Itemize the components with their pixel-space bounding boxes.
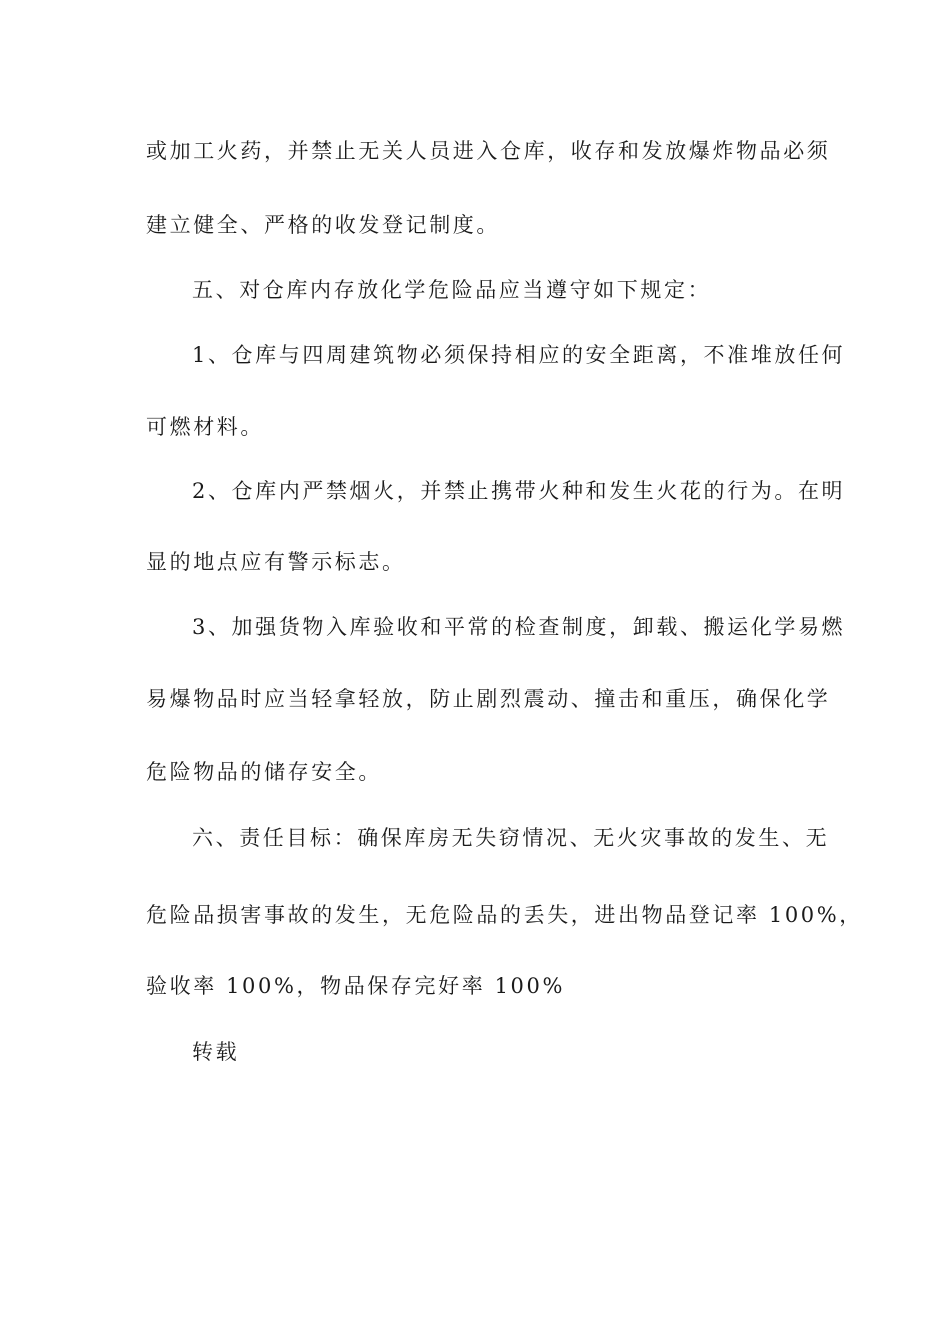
paragraph-line: 或加工火药，并禁止无关人员进入仓库，收存和发放爆炸物品必须 — [146, 139, 831, 163]
list-item-line: 危险物品的储存安全。 — [146, 760, 382, 784]
paragraph-line: 危险品损害事故的发生，无危险品的丢失，进出物品登记率 100%， — [146, 903, 863, 927]
paragraph-line: 验收率 100%，物品保存完好率 100% — [146, 974, 566, 998]
list-item-line: 3、加强货物入库验收和平常的检查制度，卸载、搬运化学易燃 — [192, 615, 846, 639]
section-heading: 六、责任目标：确保库房无失窃情况、无火灾事故的发生、无 — [192, 826, 830, 850]
footer-note: 转载 — [192, 1040, 240, 1064]
paragraph-line: 建立健全、严格的收发登记制度。 — [146, 213, 500, 237]
list-item-line: 2、仓库内严禁烟火，并禁止携带火种和发生火花的行为。在明 — [192, 479, 846, 503]
section-heading: 五、对仓库内存放化学危险品应当遵守如下规定： — [192, 278, 712, 302]
list-item-line: 易爆物品时应当轻拿轻放，防止剧烈震动、撞击和重压，确保化学 — [146, 687, 831, 711]
list-item-line: 可燃材料。 — [146, 415, 264, 439]
list-item-line: 显的地点应有警示标志。 — [146, 550, 406, 574]
list-item-line: 1、仓库与四周建筑物必须保持相应的安全距离，不准堆放任何 — [192, 343, 846, 367]
